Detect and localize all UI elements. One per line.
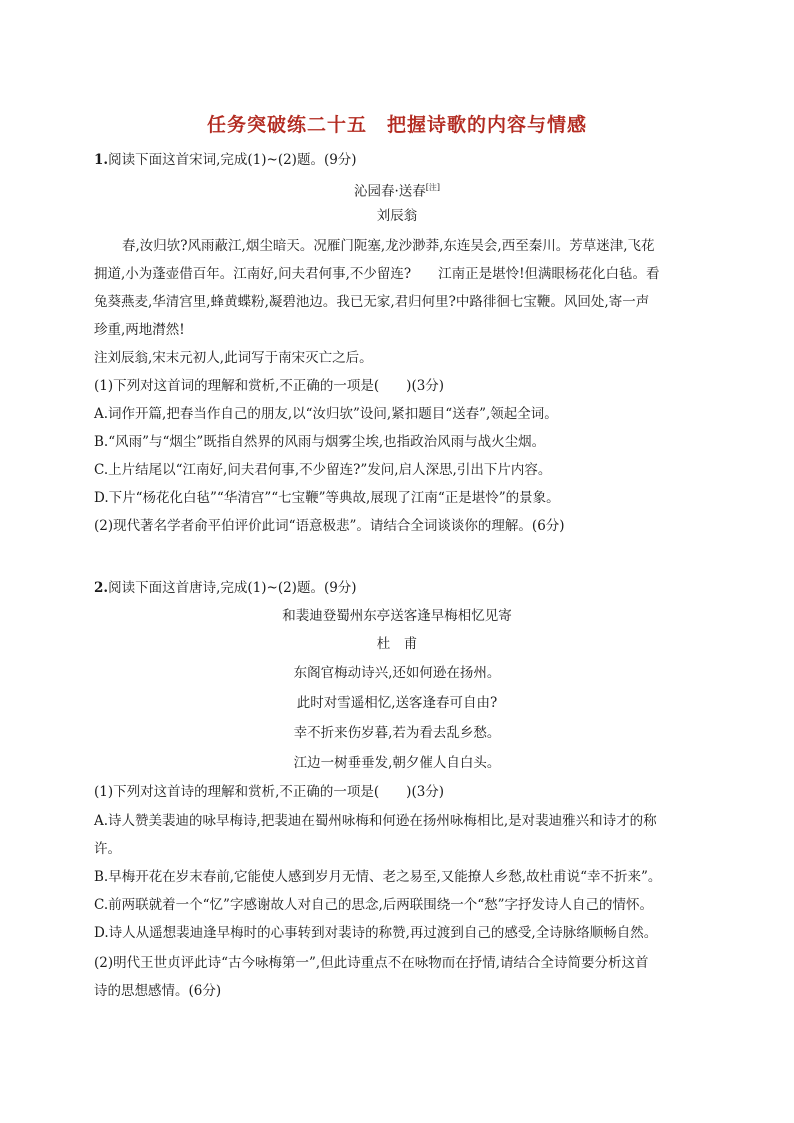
q2-option-a: A.诗人赞美裴迪的咏早梅诗,把裴迪在蜀州咏梅和何逊在扬州咏梅相比,是对裴迪雅兴和诗才的称 bbox=[94, 813, 657, 829]
q1-poem-line-1: 春,汝归欤?风雨蔽江,烟尘暗天。况雁门阨塞,龙沙渺莽,东连吴会,西至秦川。芳草迷津,飞花 bbox=[122, 238, 655, 254]
q1-option-a: A.词作开篇,把春当作自己的朋友,以“汝归欤”设问,紧扣题目“送春”,领起全词。 bbox=[94, 406, 558, 422]
q2-poem-title: 和裴迪登蜀州东亭送客逢早梅相忆见寄 bbox=[282, 608, 512, 624]
q2-option-a-cont: 许。 bbox=[94, 841, 121, 857]
q2-option-b: B.早梅开花在岁末春前,它能使人感到岁月无情、老之易至,又能撩人乡愁,故杜甫说“幸不折来”。 bbox=[94, 869, 662, 885]
q1-poem-line-4: 珍重,两地潸然! bbox=[94, 322, 185, 338]
q2-poem-line-1: 东阁官梅动诗兴,还如何逊在扬州。 bbox=[293, 665, 501, 681]
q2-sub2-line-1: (2)明代王世贞评此诗“古今咏梅第一”,但此诗重点不在咏物而在抒情,请结合全诗简要分析这首 bbox=[94, 955, 649, 971]
q2-option-c: C.前两联就着一个“忆”字感谢故人对自己的思念,后两联围绕一个“愁”字抒发诗人自己的情怀。 bbox=[94, 897, 654, 913]
q1-option-c: C.上片结尾以“江南好,问夫君何事,不少留连?”发问,启人深思,引出下片内容。 bbox=[94, 462, 552, 478]
q2-number: 2. bbox=[94, 580, 109, 596]
q1-poem-title-line bbox=[0, 178, 794, 202]
q2-intro-line bbox=[94, 578, 357, 598]
q2-option-d: D.诗人从遥想裴迪逢早梅时的心事转到对裴诗的称赞,再过渡到自己的感受,全诗脉络顺畅自然。 bbox=[94, 925, 658, 941]
q1-intro-line bbox=[94, 150, 357, 170]
q2-poem-line-4: 江边一树垂垂发,朝夕催人自白头。 bbox=[293, 755, 501, 771]
q1-sub1: (1)下列对这首词的理解和赏析,不正确的一项是( )(3分) bbox=[94, 378, 445, 394]
q1-poem-title: 沁园春·送春 bbox=[353, 183, 426, 200]
q1-option-b: B.“风雨”与“烟尘”既指自然界的风雨与烟雾尘埃,也指政治风雨与战火尘烟。 bbox=[94, 434, 546, 450]
q2-intro: 阅读下面这首唐诗,完成(1)~(2)题。(9分) bbox=[108, 580, 357, 596]
q1-intro: 阅读下面这首宋词,完成(1)~(2)题。(9分) bbox=[108, 152, 357, 168]
q1-note: 注刘辰翁,宋末元初人,此词写于南宋灭亡之后。 bbox=[94, 350, 373, 366]
q2-author: 杜 甫 bbox=[376, 636, 418, 652]
q1-poem-line-2: 拥道,小为蓬壶借百年。江南好,问夫君何事,不少留连? 江南正是堪怜!但满眼杨花化白毡。看 bbox=[94, 266, 660, 282]
q1-poem-title-note: [注] bbox=[425, 183, 441, 192]
q2-poem-line-2: 此时对雪遥相忆,送客逢春可自由? bbox=[296, 695, 498, 711]
q2-sub2-line-2: 诗的思想感情。(6分) bbox=[94, 983, 222, 999]
q1-author: 刘辰翁 bbox=[376, 208, 418, 224]
q2-sub1: (1)下列对这首诗的理解和赏析,不正确的一项是( )(3分) bbox=[94, 784, 445, 800]
q1-option-d: D.下片“杨花化白毡”“华清宫”“七宝鞭”等典故,展现了江南“正是堪怜”的景象。 bbox=[94, 490, 560, 506]
q2-poem-line-3: 幸不折来伤岁暮,若为看去乱乡愁。 bbox=[293, 725, 501, 741]
page-title: 任务突破练二十五 把握诗歌的内容与情感 bbox=[206, 114, 587, 136]
q1-poem-line-3: 兔葵燕麦,华清宫里,蜂黄蝶粉,凝碧池边。我已无家,君归何里?中路徘徊七宝鞭。风回处,寄一声 bbox=[94, 294, 650, 310]
q1-sub2: (2)现代著名学者俞平伯评价此词“语意极悲”。请结合全词谈谈你的理解。(6分) bbox=[94, 518, 565, 534]
q1-number: 1. bbox=[94, 152, 109, 168]
